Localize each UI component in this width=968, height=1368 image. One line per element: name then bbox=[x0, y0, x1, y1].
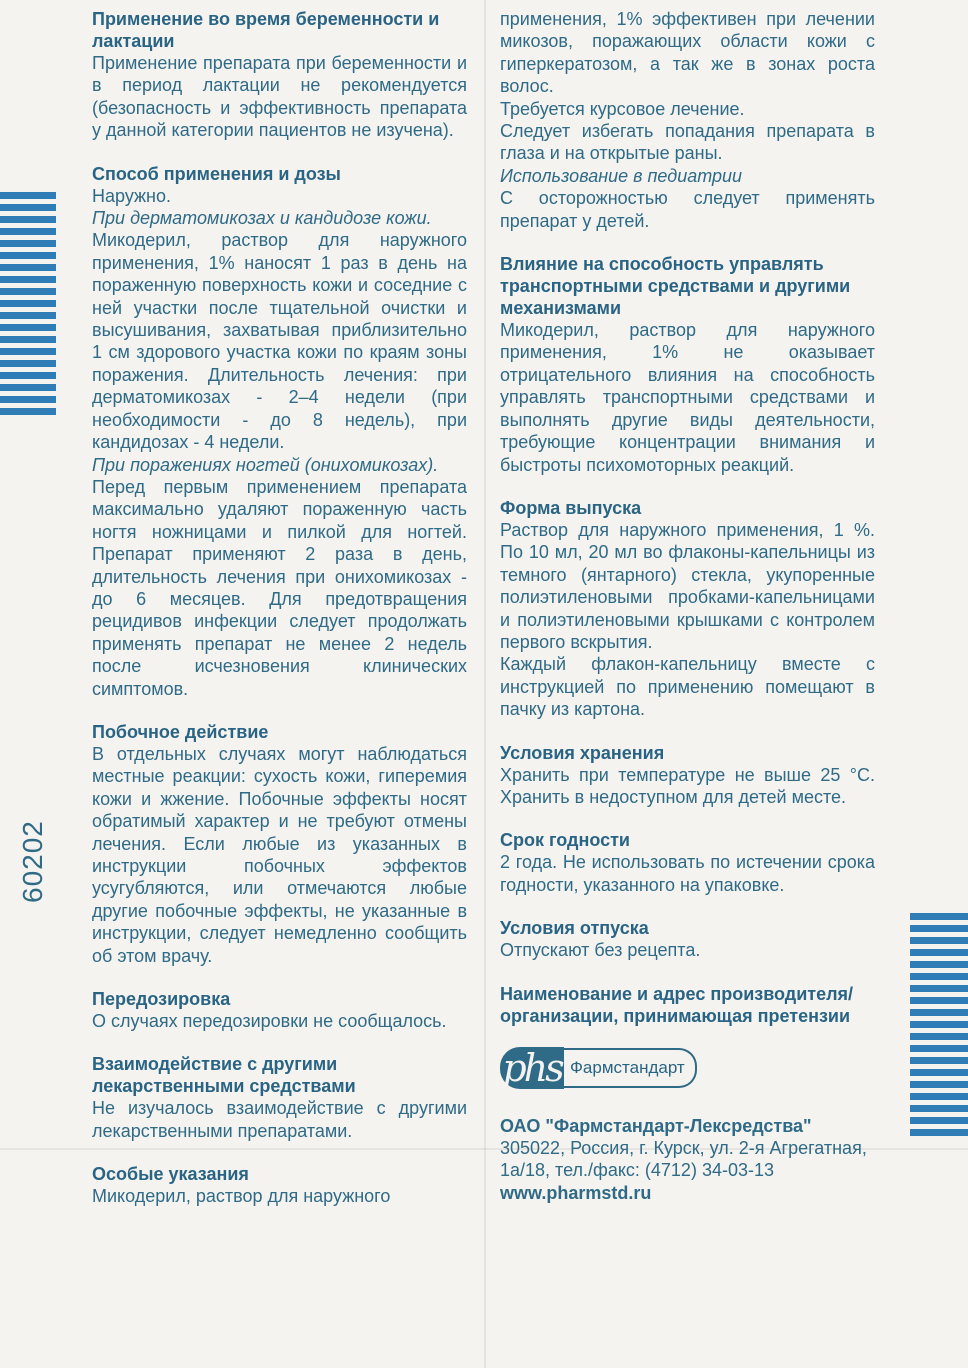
section-title: Форма выпуска bbox=[500, 497, 642, 518]
section-text: применения, 1% эффективен при лечении микозов, поражающих области кожи с гиперкератозом, а так же в зонах роста волос. bbox=[500, 9, 875, 97]
section-text: Отпускают без рецепта. bbox=[500, 940, 701, 961]
section-text: Каждый флакон-капельницу вместе с инструкцией по применению помещают в пачку из картона. bbox=[500, 654, 875, 720]
margin-bar bbox=[910, 1021, 968, 1028]
left-column bbox=[92, 8, 467, 1208]
margin-bar bbox=[910, 1069, 968, 1076]
section-dispensing bbox=[500, 917, 875, 961]
section-text: Применение препарата при беременности и в период лактации не рекомендуется (безопасность и эффективность препарата у данной категории пациентов не изучена). bbox=[92, 53, 467, 141]
margin-bar bbox=[910, 985, 968, 992]
margin-bar bbox=[0, 252, 56, 259]
margin-bar bbox=[910, 997, 968, 1004]
margin-bar bbox=[0, 324, 56, 331]
section-text: 2 года. Не использовать по истечении срока годности, указанного на упаковке. bbox=[500, 852, 875, 895]
margin-bar bbox=[0, 228, 56, 235]
margin-bar bbox=[910, 925, 968, 932]
right-column bbox=[500, 8, 875, 1204]
section-overdose bbox=[92, 988, 467, 1032]
margin-bar bbox=[910, 949, 968, 956]
address-line: 305022, Россия, г. Курск, ул. 2-я Агрегатная, bbox=[500, 1138, 867, 1158]
margin-bar bbox=[0, 408, 56, 415]
margin-bar bbox=[910, 1045, 968, 1052]
margin-bar bbox=[910, 1033, 968, 1040]
fold-line bbox=[484, 0, 486, 1368]
margin-bar bbox=[0, 312, 56, 319]
section-title: Условия отпуска bbox=[500, 918, 649, 939]
margin-bar bbox=[910, 937, 968, 944]
section-text: Микодерил, раствор для наружного bbox=[92, 1186, 391, 1207]
website-link[interactable]: www.pharmstd.ru bbox=[500, 1182, 652, 1203]
margin-bar bbox=[0, 216, 56, 223]
section-text: Раствор для наружного применения, 1 %. По 10 мл, 20 мл во флаконы-капельницы из темного (янтарного) стекла, укупоренные полиэтиленовыми пробками-капельницами и полиэтиленовыми крышками с контролем первого вскрытия. bbox=[500, 519, 875, 652]
margin-bar bbox=[910, 961, 968, 968]
section-subtitle: При дерматомикозах и кандидозе кожи. bbox=[92, 208, 432, 229]
margin-bar bbox=[0, 396, 56, 403]
margin-bar bbox=[0, 192, 56, 199]
margin-bar bbox=[0, 276, 56, 283]
section-text: С осторожностью следует применять препарат у детей. bbox=[500, 188, 875, 231]
section-text: Не изучалось взаимодействие с другими лекарственными препаратами. bbox=[92, 1098, 467, 1141]
section-driving bbox=[500, 253, 875, 476]
logo-text: Фармстандарт bbox=[564, 1048, 697, 1088]
margin-bar bbox=[910, 1117, 968, 1124]
section-title: Взаимодействие с другими лекарственными средствами bbox=[92, 1054, 356, 1097]
margin-bars-right bbox=[910, 913, 968, 1141]
section-title: Наименование и адрес производителя/организации, принимающая претензии bbox=[500, 983, 854, 1026]
section-pregnancy bbox=[92, 8, 467, 142]
margin-code: 60202 bbox=[17, 820, 48, 903]
section-title: Применение во время беременности и лактации bbox=[92, 9, 440, 51]
section-text: В отдельных случаях могут наблюдаться местные реакции: сухость кожи, гиперемия кожи и жжение. Побочные эффекты носят обратимый характер и не требуют отмены лечения. Если любые из указанных в инструкции побочных эффектов усугубляются, или отмечаются любые другие побочные эффекты, не указанные в инструкции, следует немедленно сообщить об этом врачу. bbox=[92, 743, 467, 966]
margin-bar bbox=[0, 348, 56, 355]
section-title: Срок годности bbox=[500, 830, 630, 851]
margin-bar bbox=[0, 264, 56, 271]
margin-bar bbox=[910, 1081, 968, 1088]
margin-bar bbox=[0, 240, 56, 247]
margin-bar bbox=[0, 336, 56, 343]
section-title: Побочное действие bbox=[92, 721, 269, 742]
margin-bars-left bbox=[0, 192, 56, 420]
section-text: Хранить при температуре не выше 25 °С. Хранить в недоступном для детей месте. bbox=[500, 764, 875, 807]
section-title: Влияние на способность управлять транспортными средствами и другими механизмами bbox=[500, 254, 851, 319]
section-storage bbox=[500, 742, 875, 809]
section-special-continued bbox=[500, 8, 875, 232]
margin-bar bbox=[910, 1009, 968, 1016]
section-title: Условия хранения bbox=[500, 742, 665, 763]
logo-mark: phs bbox=[500, 1047, 564, 1089]
section-dosage bbox=[92, 163, 467, 700]
margin-bar bbox=[0, 360, 56, 367]
margin-bar bbox=[0, 204, 56, 211]
section-title: Способ применения и дозы bbox=[92, 163, 341, 184]
section-text: Следует избегать попадания препарата в глаза и на открытые раны. bbox=[500, 121, 875, 164]
section-subtitle: Использование в педиатрии bbox=[500, 165, 743, 186]
margin-bar bbox=[910, 1057, 968, 1064]
section-text: Наружно. bbox=[92, 185, 172, 206]
margin-bar bbox=[910, 973, 968, 980]
section-text: Требуется курсовое лечение. bbox=[500, 98, 745, 119]
section-subtitle: При поражениях ногтей (онихомикозах). bbox=[92, 454, 439, 475]
section-title: Особые указания bbox=[92, 1164, 249, 1185]
section-side-effects bbox=[92, 721, 467, 967]
pharmstandard-logo bbox=[500, 1047, 875, 1089]
margin-bar bbox=[910, 1105, 968, 1112]
section-shelf-life bbox=[500, 829, 875, 896]
address-line: 1а/18, тел./факс: (4712) 34-03-13 bbox=[500, 1160, 774, 1181]
section-special bbox=[92, 1163, 467, 1207]
section-title: Передозировка bbox=[92, 989, 231, 1010]
section-interactions bbox=[92, 1053, 467, 1142]
margin-bar bbox=[0, 372, 56, 379]
margin-bar bbox=[0, 300, 56, 307]
margin-bar bbox=[0, 288, 56, 295]
section-form bbox=[500, 497, 875, 721]
section-text: Перед первым применением препарата максимально удаляют пораженную часть ногтя ножницами и пилкой для ногтей. Препарат применяют 2 раза в день, длительность лечения при онихомикозах - до 6 месяцев. Для предотвращения рецидивов инфекции следует продолжать применять препарат не менее 2 недель после исчезновения клинических симптомов. bbox=[92, 476, 467, 699]
section-text: Микодерил, раствор для наружного применения, 1% не оказывает отрицательного влияния на способность управлять транспортными средствами и выполнять другие виды деятельности, требующие концентрации внимания и быстроты психомоторных реакций. bbox=[500, 320, 875, 475]
company-name: ОАО "Фармстандарт-Лексредства" bbox=[500, 1115, 812, 1136]
section-manufacturer bbox=[500, 983, 875, 1205]
margin-bar bbox=[910, 1129, 968, 1136]
margin-bar bbox=[910, 913, 968, 920]
section-text: О случаях передозировки не сообщалось. bbox=[92, 1011, 447, 1032]
margin-bar bbox=[0, 384, 56, 391]
section-text: Микодерил, раствор для наружного применения, 1% наносят 1 раз в день на пораженную поверхность кожи и соседние с ней участки после тщательной очистки и высушивания, захватывая приблизительно 1 см здорового участка кожи по краям зоны поражения. Длительность лечения: при дерматомикозах - 2–4 недели (при необходимости - до 8 недель), при кандидозах - 4 недели. bbox=[92, 230, 467, 453]
margin-bar bbox=[910, 1093, 968, 1100]
